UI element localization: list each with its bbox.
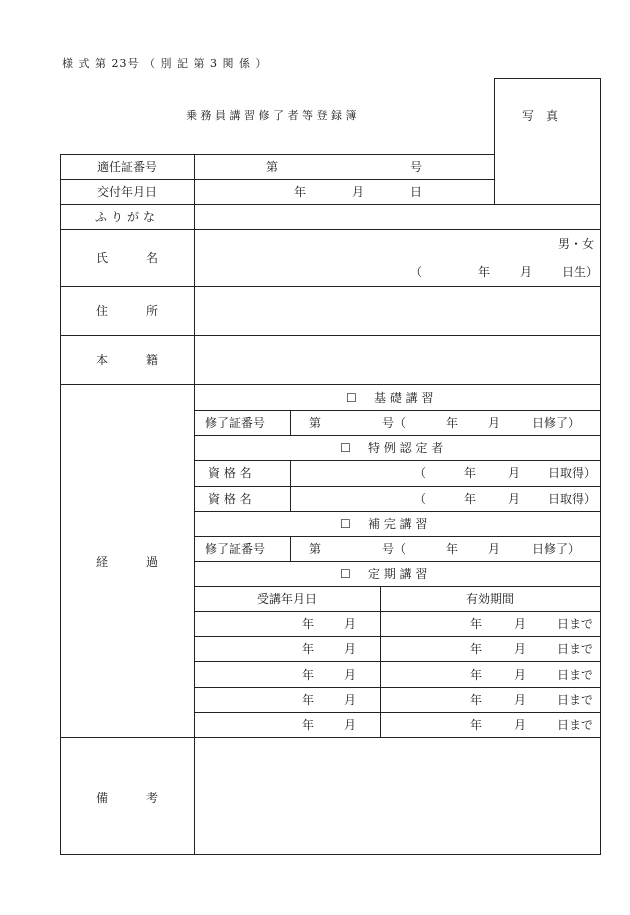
birth-year: 年: [478, 265, 491, 279]
rule-cert: [60, 179, 494, 180]
label-column-divider: [194, 154, 195, 855]
rule-h10: [194, 636, 601, 637]
qual-label-1: 資 格 名: [208, 466, 252, 480]
rule-issue: [60, 204, 601, 205]
history-label-2: 過: [146, 555, 159, 569]
cert-no-label: 適任証番号: [96, 160, 157, 174]
rule-bottom: [60, 854, 601, 855]
periodic-header-date: 受講年月日: [256, 592, 317, 606]
periodic-year-2: 年: [302, 642, 315, 656]
rule-name: [60, 286, 601, 287]
rule-h6: [194, 536, 601, 537]
name-label: 氏: [96, 251, 109, 265]
periodic-vyear-1: 年: [470, 617, 483, 631]
periodic-month-5: 月: [344, 718, 357, 732]
rule-h1: [194, 410, 601, 411]
birth-month: 月: [520, 265, 533, 279]
periodic-vend-4: 日まで: [557, 693, 594, 707]
domicile-label-2: 籍: [146, 353, 159, 367]
form-id: 様 式 第 23号 （ 別 記 第 3 関 係 ）: [62, 57, 268, 70]
table-left-border: [60, 154, 61, 855]
rule-h9: [194, 611, 601, 612]
periodic-vyear-2: 年: [470, 642, 483, 656]
divider-basic-row: [290, 410, 291, 435]
periodic-year-1: 年: [302, 617, 315, 631]
history-label: 経: [96, 555, 109, 569]
cert-no-suffix: 号: [410, 160, 423, 174]
address-label: 住: [96, 304, 109, 318]
supplement-checkbox[interactable]: ☐: [340, 517, 351, 531]
table-right-border: [600, 78, 601, 855]
qual-end-2: 日取得）: [548, 492, 597, 506]
issue-month: 月: [352, 185, 365, 199]
basic-cert-middle: 号（: [382, 416, 407, 430]
domicile-label: 本: [96, 353, 109, 367]
periodic-vyear-4: 年: [470, 693, 483, 707]
address-label-2: 所: [146, 304, 159, 318]
rule-h7: [194, 561, 601, 562]
rule-h11: [194, 661, 601, 662]
furigana-label: ふりがな: [94, 210, 159, 224]
qual-paren-2: （: [414, 492, 427, 506]
periodic-vmonth-4: 月: [514, 693, 527, 707]
supplement-cert-label: 修了証番号: [205, 542, 266, 556]
supplement-cert-year: 年: [446, 542, 459, 556]
periodic-vend-5: 日まで: [557, 718, 594, 732]
supplement-cert-prefix: 第: [309, 542, 322, 556]
supplement-cert-end: 日修了）: [532, 542, 581, 556]
periodic-header-validity: 有効期間: [465, 592, 514, 606]
basic-title: 基 礎 講 習: [374, 391, 434, 405]
basic-cert-month: 月: [488, 416, 501, 430]
basic-cert-prefix: 第: [309, 416, 322, 430]
supplement-title: 補 完 講 習: [368, 517, 428, 531]
qual-label-2: 資 格 名: [208, 492, 252, 506]
periodic-vend-1: 日まで: [557, 617, 594, 631]
special-title: 特 例 認 定 者: [368, 441, 444, 455]
rule-h5: [194, 511, 601, 512]
remarks-label-2: 考: [146, 791, 159, 805]
periodic-vmonth-3: 月: [514, 668, 527, 682]
periodic-month-1: 月: [344, 617, 357, 631]
periodic-year-5: 年: [302, 718, 315, 732]
rule-h2: [194, 435, 601, 436]
periodic-month-4: 月: [344, 693, 357, 707]
periodic-vyear-3: 年: [470, 668, 483, 682]
periodic-year-3: 年: [302, 668, 315, 682]
periodic-month-2: 月: [344, 642, 357, 656]
cert-no-prefix: 第: [266, 160, 279, 174]
rule-history-end: [60, 737, 601, 738]
periodic-vmonth-1: 月: [514, 617, 527, 631]
photo-box-top: [494, 78, 601, 79]
qual-paren-1: （: [414, 466, 427, 480]
divider-supplement-row: [290, 536, 291, 561]
issue-year: 年: [294, 185, 307, 199]
qual-year-2: 年: [464, 492, 477, 506]
photo-box-left: [494, 78, 495, 204]
periodic-vend-2: 日まで: [557, 642, 594, 656]
periodic-vyear-5: 年: [470, 718, 483, 732]
divider-periodic: [380, 586, 381, 737]
supplement-cert-middle: 号（: [382, 542, 407, 556]
rule-h12: [194, 687, 601, 688]
remarks-label: 備: [96, 791, 109, 805]
special-checkbox[interactable]: ☐: [340, 441, 351, 455]
periodic-checkbox[interactable]: ☐: [340, 567, 351, 581]
name-label-2: 名: [146, 251, 159, 265]
photo-label: 写 真: [522, 109, 559, 123]
periodic-vmonth-2: 月: [514, 642, 527, 656]
qual-year-1: 年: [464, 466, 477, 480]
birth-day: 日生）: [562, 265, 599, 279]
rule-h8: [194, 586, 601, 587]
rule-furigana: [60, 229, 601, 230]
supplement-cert-month: 月: [488, 542, 501, 556]
rule-h4: [194, 486, 601, 487]
qual-end-1: 日取得）: [548, 466, 597, 480]
periodic-vend-3: 日まで: [557, 668, 594, 682]
basic-cert-label: 修了証番号: [205, 416, 266, 430]
issue-date-label: 交付年月日: [96, 185, 157, 199]
rule-top: [60, 154, 494, 155]
periodic-year-4: 年: [302, 693, 315, 707]
basic-checkbox[interactable]: ☐: [346, 391, 357, 405]
rule-domicile: [60, 384, 601, 385]
rule-address: [60, 335, 601, 336]
divider-qual-rows: [290, 460, 291, 511]
birth-paren: （: [410, 265, 423, 279]
qual-month-2: 月: [508, 492, 521, 506]
qual-month-1: 月: [508, 466, 521, 480]
periodic-title: 定 期 講 習: [368, 567, 428, 581]
basic-cert-end: 日修了）: [532, 416, 581, 430]
basic-cert-year: 年: [446, 416, 459, 430]
rule-h13: [194, 712, 601, 713]
form-title: 乗 務 員 講 習 修 了 者 等 登 録 簿: [186, 109, 357, 122]
periodic-vmonth-5: 月: [514, 718, 527, 732]
periodic-month-3: 月: [344, 668, 357, 682]
rule-h3: [194, 460, 601, 461]
gender-field: 男・女: [557, 237, 594, 251]
issue-day: 日: [410, 185, 423, 199]
